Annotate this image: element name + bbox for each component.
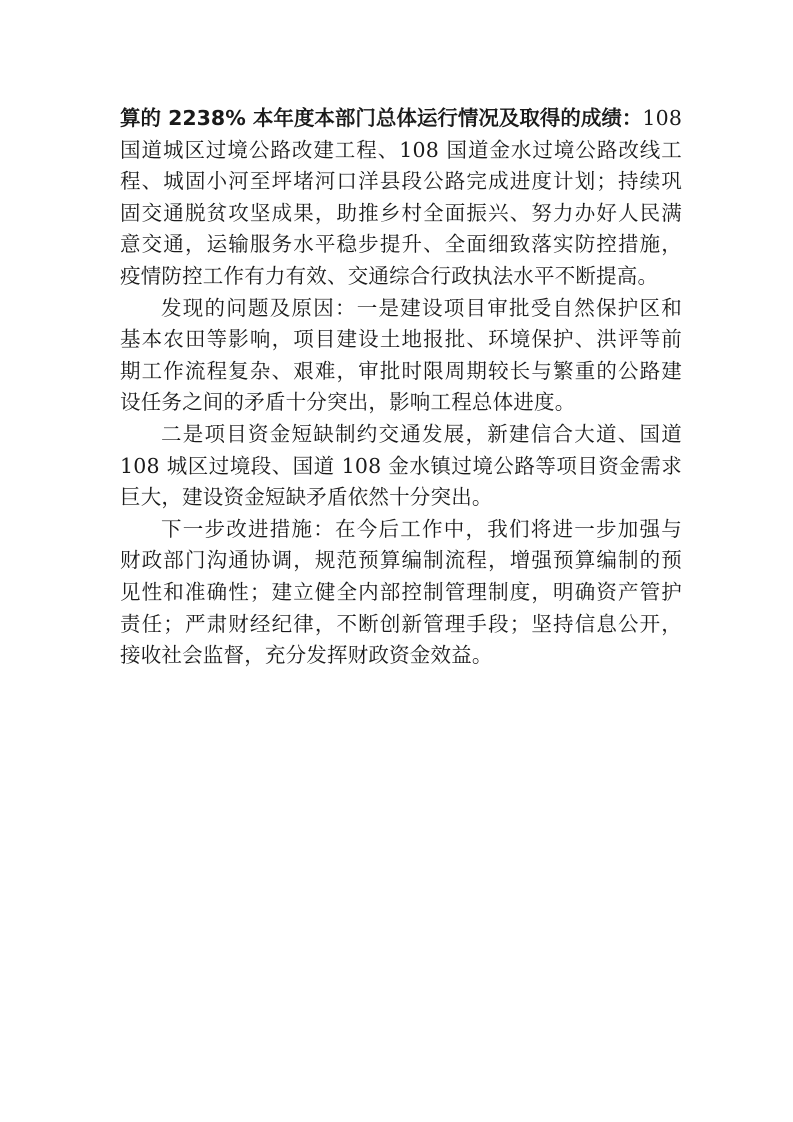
text-fragment: 108 xyxy=(642,106,683,130)
text-line: 意交通，运输服务水平稳步提升、全面细致落实防控措施， xyxy=(120,232,682,257)
text-line: 见性和准确性；建立健全内部控制管理制度，明确资产管护 xyxy=(120,579,682,604)
text-line: 固交通脱贫攻坚成果，助推乡村全面振兴、努力办好人民满 xyxy=(120,200,682,225)
text-line: 下一步改进措施：在今后工作中，我们将进一步加强与 xyxy=(161,516,682,541)
paragraph-achievements xyxy=(120,103,682,293)
text-line: 基本农田等影响，项目建设土地报批、环境保护、洪评等前 xyxy=(120,327,682,352)
text-line: 国道城区过境公路改建工程、108 国道金水过境公路改线工 xyxy=(120,137,682,162)
paragraph-improvements xyxy=(120,514,682,672)
text-line: 巨大，建设资金短缺矛盾依然十分突出。 xyxy=(120,485,493,510)
document-body xyxy=(120,103,682,672)
text-line: 期工作流程复杂、艰难，审批时限周期较长与繁重的公路建 xyxy=(120,358,682,383)
text-line: 责任；严肃财经纪律，不断创新管理手段；坚持信息公开， xyxy=(120,611,682,636)
text-line: 发现的问题及原因：一是建设项目审批受自然保护区和 xyxy=(161,295,682,320)
text-line: 程、城固小河至坪堵河口洋县段公路完成进度计划；持续巩 xyxy=(120,169,682,194)
text-line xyxy=(120,103,682,135)
text-line: 108 城区过境段、国道 108 金水镇过境公路等项目资金需求 xyxy=(120,453,682,478)
text-line: 财政部门沟通协调，规范预算编制流程，增强预算编制的预 xyxy=(120,548,682,573)
text-line: 二是项目资金短缺制约交通发展，新建信合大道、国道 xyxy=(161,421,682,446)
heading-lead: 算的 2238% 本年度本部门总体运行情况及取得的成绩： xyxy=(120,106,643,130)
text-line: 接收社会监督，充分发挥财政资金效益。 xyxy=(120,643,493,668)
text-line: 疫情防控工作有力有效、交通综合行政执法水平不断提高。 xyxy=(120,263,659,288)
paragraph-funding xyxy=(120,419,682,514)
paragraph-problems xyxy=(120,293,682,419)
text-line: 设任务之间的矛盾十分突出，影响工程总体进度。 xyxy=(120,390,576,415)
